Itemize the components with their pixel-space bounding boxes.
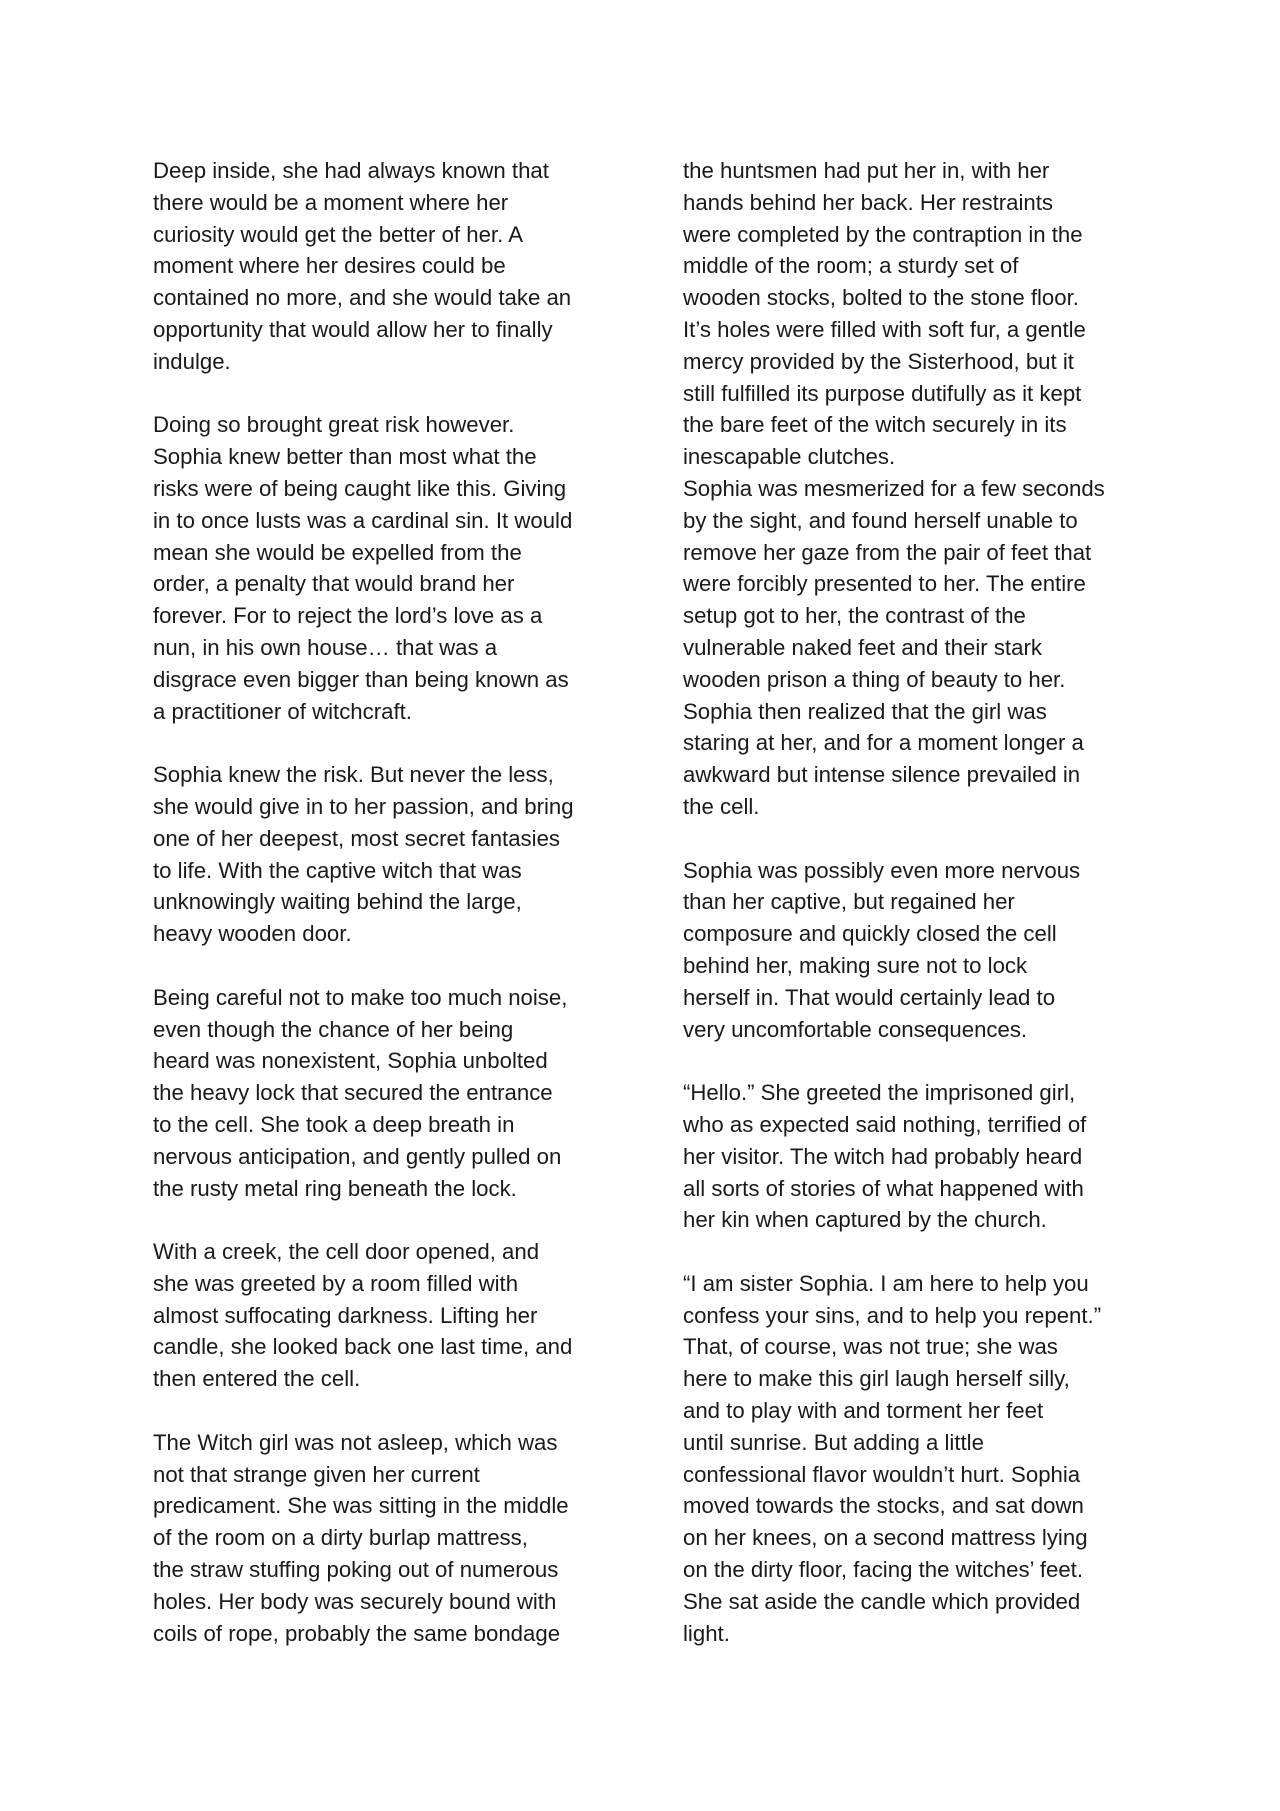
text-column-left	[153, 155, 623, 1649]
text-column-right	[683, 155, 1153, 1649]
paragraph: Doing so brought great risk however. Sophia knew better than most what the risks were of being caught like this. Giving in to once lusts was a cardinal sin. It would mean she would be expelled from the order, a penalty that would brand her forever. For to reject the lord’s love as a nun, in his own house… that was a disgrace even bigger than being known as a practitioner of witchcraft.	[153, 412, 573, 724]
paragraph: Deep inside, she had always known that there would be a moment where her curiosity would get the better of her. A moment where her desires could be contained no more, and she would take an opportunity that would allow her to finally indulge.	[153, 158, 572, 374]
paragraph: “I am sister Sophia. I am here to help you confess your sins, and to help you repent.” That, of course, was not true; she was here to make this girl laugh herself silly, and to play with and torment her feet until sunrise. But adding a little confessional flavor wouldn’t hurt. Sophia moved towards the stocks, and sat down on her knees, on a second mattress lying on the dirty floor, facing the witches’ feet. She sat aside the candle which provided light.	[683, 1270, 1102, 1646]
paragraph: the huntsmen had put her in, with her hands behind her back. Her restraints were completed by the contraption in the middle of the room; a sturdy set of wooden stocks, bolted to the stone floor. It’s holes were filled with soft fur, a gentle mercy provided by the Sisterhood, but it still fulfilled its purpose dutifully as it kept the bare feet of the witch securely in its inescapable clutches.	[683, 158, 1086, 470]
paragraph: Sophia was mesmerized for a few seconds by the sight, and found herself unable to remove her gaze from the pair of feet that were forcibly presented to her. The entire setup got to her, the contrast of the vulnerable naked feet and their stark wooden prison a thing of beauty to her. Sophia then realized that the girl was staring at her, and for a moment longer a awkward but intense silence prevailed in the cell.	[683, 475, 1105, 819]
paragraph: The Witch girl was not asleep, which was not that strange given her current predicament. She was sitting in the middle of the room on a dirty burlap mattress, the straw stuffing poking out of numerous holes. Her body was securely bound with coils of rope, probably the same bondage	[153, 1429, 569, 1646]
paragraph: Sophia knew the risk. But never the less, she would give in to her passion, and bring one of her deepest, most secret fantasies to life. With the captive witch that was unknowingly waiting behind the large, heavy wooden door.	[153, 762, 574, 947]
paragraph: Being careful not to make too much noise, even though the chance of her being heard was nonexistent, Sophia unbolted the heavy lock that secured the entrance to the cell. She took a deep breath in nervous anticipation, and gently pulled on the rusty metal ring beneath the lock.	[153, 984, 568, 1201]
paragraph: With a creek, the cell door opened, and she was greeted by a room filled with almost suffocating darkness. Lifting her candle, she looked back one last time, and then entered the cell.	[153, 1239, 573, 1392]
paragraph: “Hello.” She greeted the imprisoned girl, who as expected said nothing, terrified of her visitor. The witch had probably heard all sorts of stories of what happened with her kin when captured by the church.	[683, 1080, 1087, 1233]
paragraph: Sophia was possibly even more nervous than her captive, but regained her composure and quickly closed the cell behind her, making sure not to lock herself in. That would certainly lead to very uncomfortable consequences.	[683, 857, 1081, 1042]
